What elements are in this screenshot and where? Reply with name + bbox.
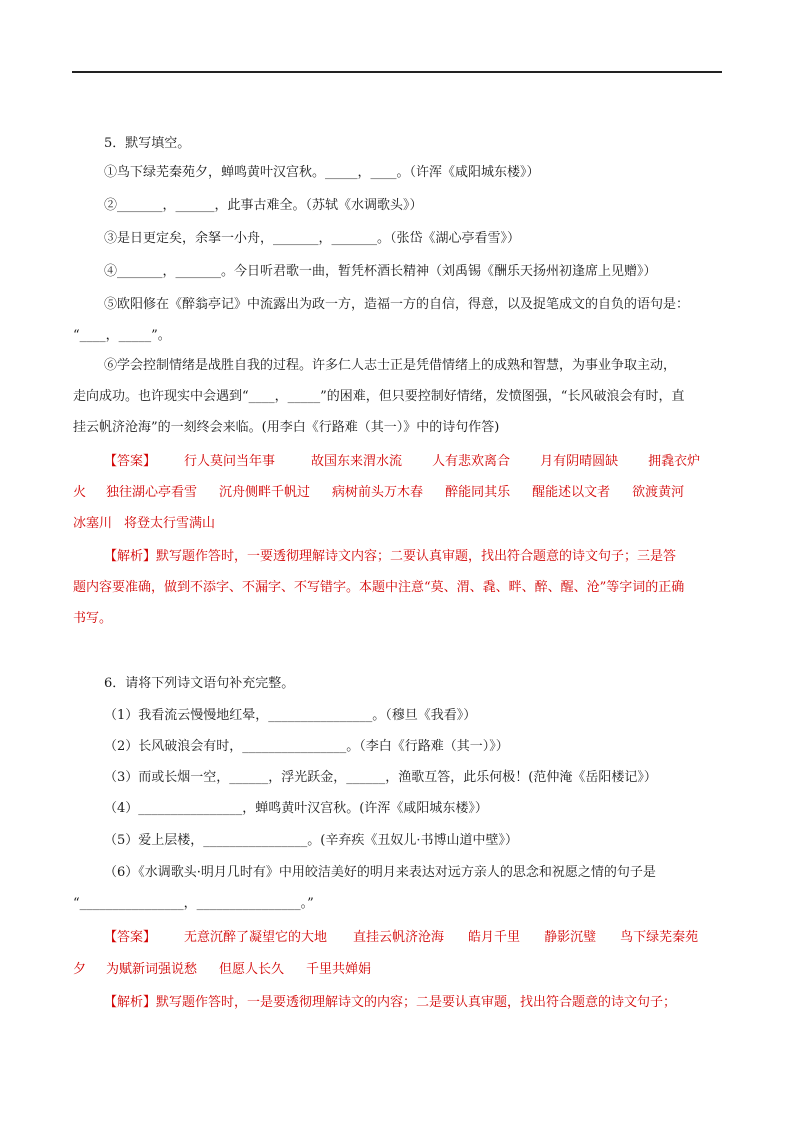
q6-line-2: （2）长风破浪会有时，________________。（李白《行路难（其一）》） <box>104 739 509 754</box>
q5-analysis-line-2: 题内容要准确，做到不添字、不漏字、不写错字。本题中注意“莫、渭、毳、畔、醉、醒、沧”等字词的正确 <box>73 580 685 595</box>
q6-line-1: （1）我看流云慢慢地红晕，________________。（穆旦《我看》） <box>104 708 477 723</box>
answer-item: 独往湖心亭看雪 <box>106 485 198 500</box>
answer-item: 为赋新词强说愁 <box>106 962 198 977</box>
answer-item: 沉舟侧畔千帆过 <box>219 485 311 500</box>
answer-item: 故国东来渭水流 <box>311 454 403 469</box>
answer-item: 无意沉醉了凝望它的大地 <box>184 930 328 945</box>
q5-line-2: ②_______，______，此事古难全。（苏轼《水调歌头》） <box>104 198 423 213</box>
answer-item: 鸟下绿芜秦苑 <box>620 930 699 945</box>
q5-line-6c: 挂云帆济沧海”的一刻终会来临。(用李白《行路难（其一）》中的诗句作答) <box>73 420 500 435</box>
q6-analysis-label: 【解析】 <box>104 995 157 1010</box>
q5-answer-label: 【答案】 <box>104 454 157 469</box>
answer-item: 醉能同其乐 <box>445 485 511 500</box>
q6-title: 6．请将下列诗文语句补充完整。 <box>104 676 295 691</box>
q5-answer-row-3 <box>73 514 215 534</box>
answer-item: 行人莫问当年事 <box>184 454 276 469</box>
answer-item: 将登太行雪满山 <box>124 516 216 531</box>
answer-item: 千里共婵娟 <box>306 962 372 977</box>
answer-item: 火 <box>73 485 87 500</box>
q5-line-5b: “____，_____”。 <box>73 328 171 343</box>
q5-line-6b: 走向成功。也许现实中会遇到“____，_____”的困难，但只要控制好情绪，发愤图强，“长风破浪会有时，直 <box>73 389 685 404</box>
answer-item: 欲渡黄河 <box>632 485 685 500</box>
q6-line-4: （4）________________，蝉鸣黄叶汉宫秋。(许浑《咸阳城东楼》） <box>104 801 488 816</box>
q5-answer-row-2 <box>73 483 684 503</box>
answer-item: 但愿人长久 <box>219 962 285 977</box>
q6-answer-row-2 <box>73 960 371 980</box>
q6-line-6a: （6）《水调歌头·明月几时有》中用皎洁美好的明月来表达对远方亲人的思念和祝愿之情的句子是 <box>104 865 656 880</box>
answer-item: 月有阴晴圆缺 <box>540 454 619 469</box>
answer-item: 拥毳衣炉 <box>648 454 701 469</box>
answer-item: 静影沉璧 <box>544 930 597 945</box>
q5-line-4: ④_______，_______。今日听君歌一曲，暂凭杯酒长精神（刘禹锡《酬乐天扬州初逢席上见赠》） <box>104 264 657 279</box>
q6-line-5: （5）爱上层楼，________________。(辛弃疾《丑奴儿·书博山道中壁》） <box>104 833 518 848</box>
q5-line-1: ①鸟下绿芜秦苑夕，蝉鸣黄叶汉宫秋。_____，____。（许浑《咸阳城东楼》） <box>104 165 540 180</box>
answer-item: 夕 <box>73 962 87 977</box>
q5-answer-row-1 <box>104 452 700 472</box>
q6-line-6b: “________________，________________。” <box>73 896 314 911</box>
answer-item: 人有悲欢离合 <box>432 454 511 469</box>
q5-analysis-line-1: 【解析】默写题作答时，一要透彻理解诗文内容；二要认真审题，找出符合题意的诗文句子；三是答 <box>104 549 677 564</box>
answer-item: 皓月千里 <box>468 930 521 945</box>
header-rule <box>72 71 722 73</box>
q6-answer-row-1 <box>104 928 698 948</box>
answer-item: 病树前头万木春 <box>332 485 424 500</box>
answer-item: 直挂云帆济沧海 <box>353 930 445 945</box>
q5-title: 5．默写填空。 <box>104 136 191 151</box>
q6-analysis-line-1: 【解析】默写题作答时，一是要透彻理解诗文的内容；二是要认真审题，找出符合题意的诗文句子； <box>104 995 677 1010</box>
q5-analysis-line-3: 书写。 <box>73 611 113 626</box>
answer-item: 冰塞川 <box>73 516 113 531</box>
q6-answer-label: 【答案】 <box>104 930 157 945</box>
answer-item: 醒能述以文者 <box>532 485 611 500</box>
q6-line-3: （3）而或长烟一空，______，浮光跃金，______，渔歌互答，此乐何极！(范仲淹《岳阳楼记》） <box>104 770 657 785</box>
q5-line-3: ③是日更定矣，余拏一小舟，_______，_______。（张岱《湖心亭看雪》） <box>104 231 521 246</box>
q5-line-6a: ⑥学会控制情绪是战胜自我的过程。许多仁人志士正是凭借情绪上的成熟和智慧，为事业争取主动， <box>104 358 677 373</box>
q5-line-5a: ⑤欧阳修在《醉翁亭记》中流露出为政一方，造福一方的自信，得意，以及捉笔成文的自负的语句是： <box>104 297 690 312</box>
q5-analysis-label: 【解析】 <box>104 549 157 564</box>
